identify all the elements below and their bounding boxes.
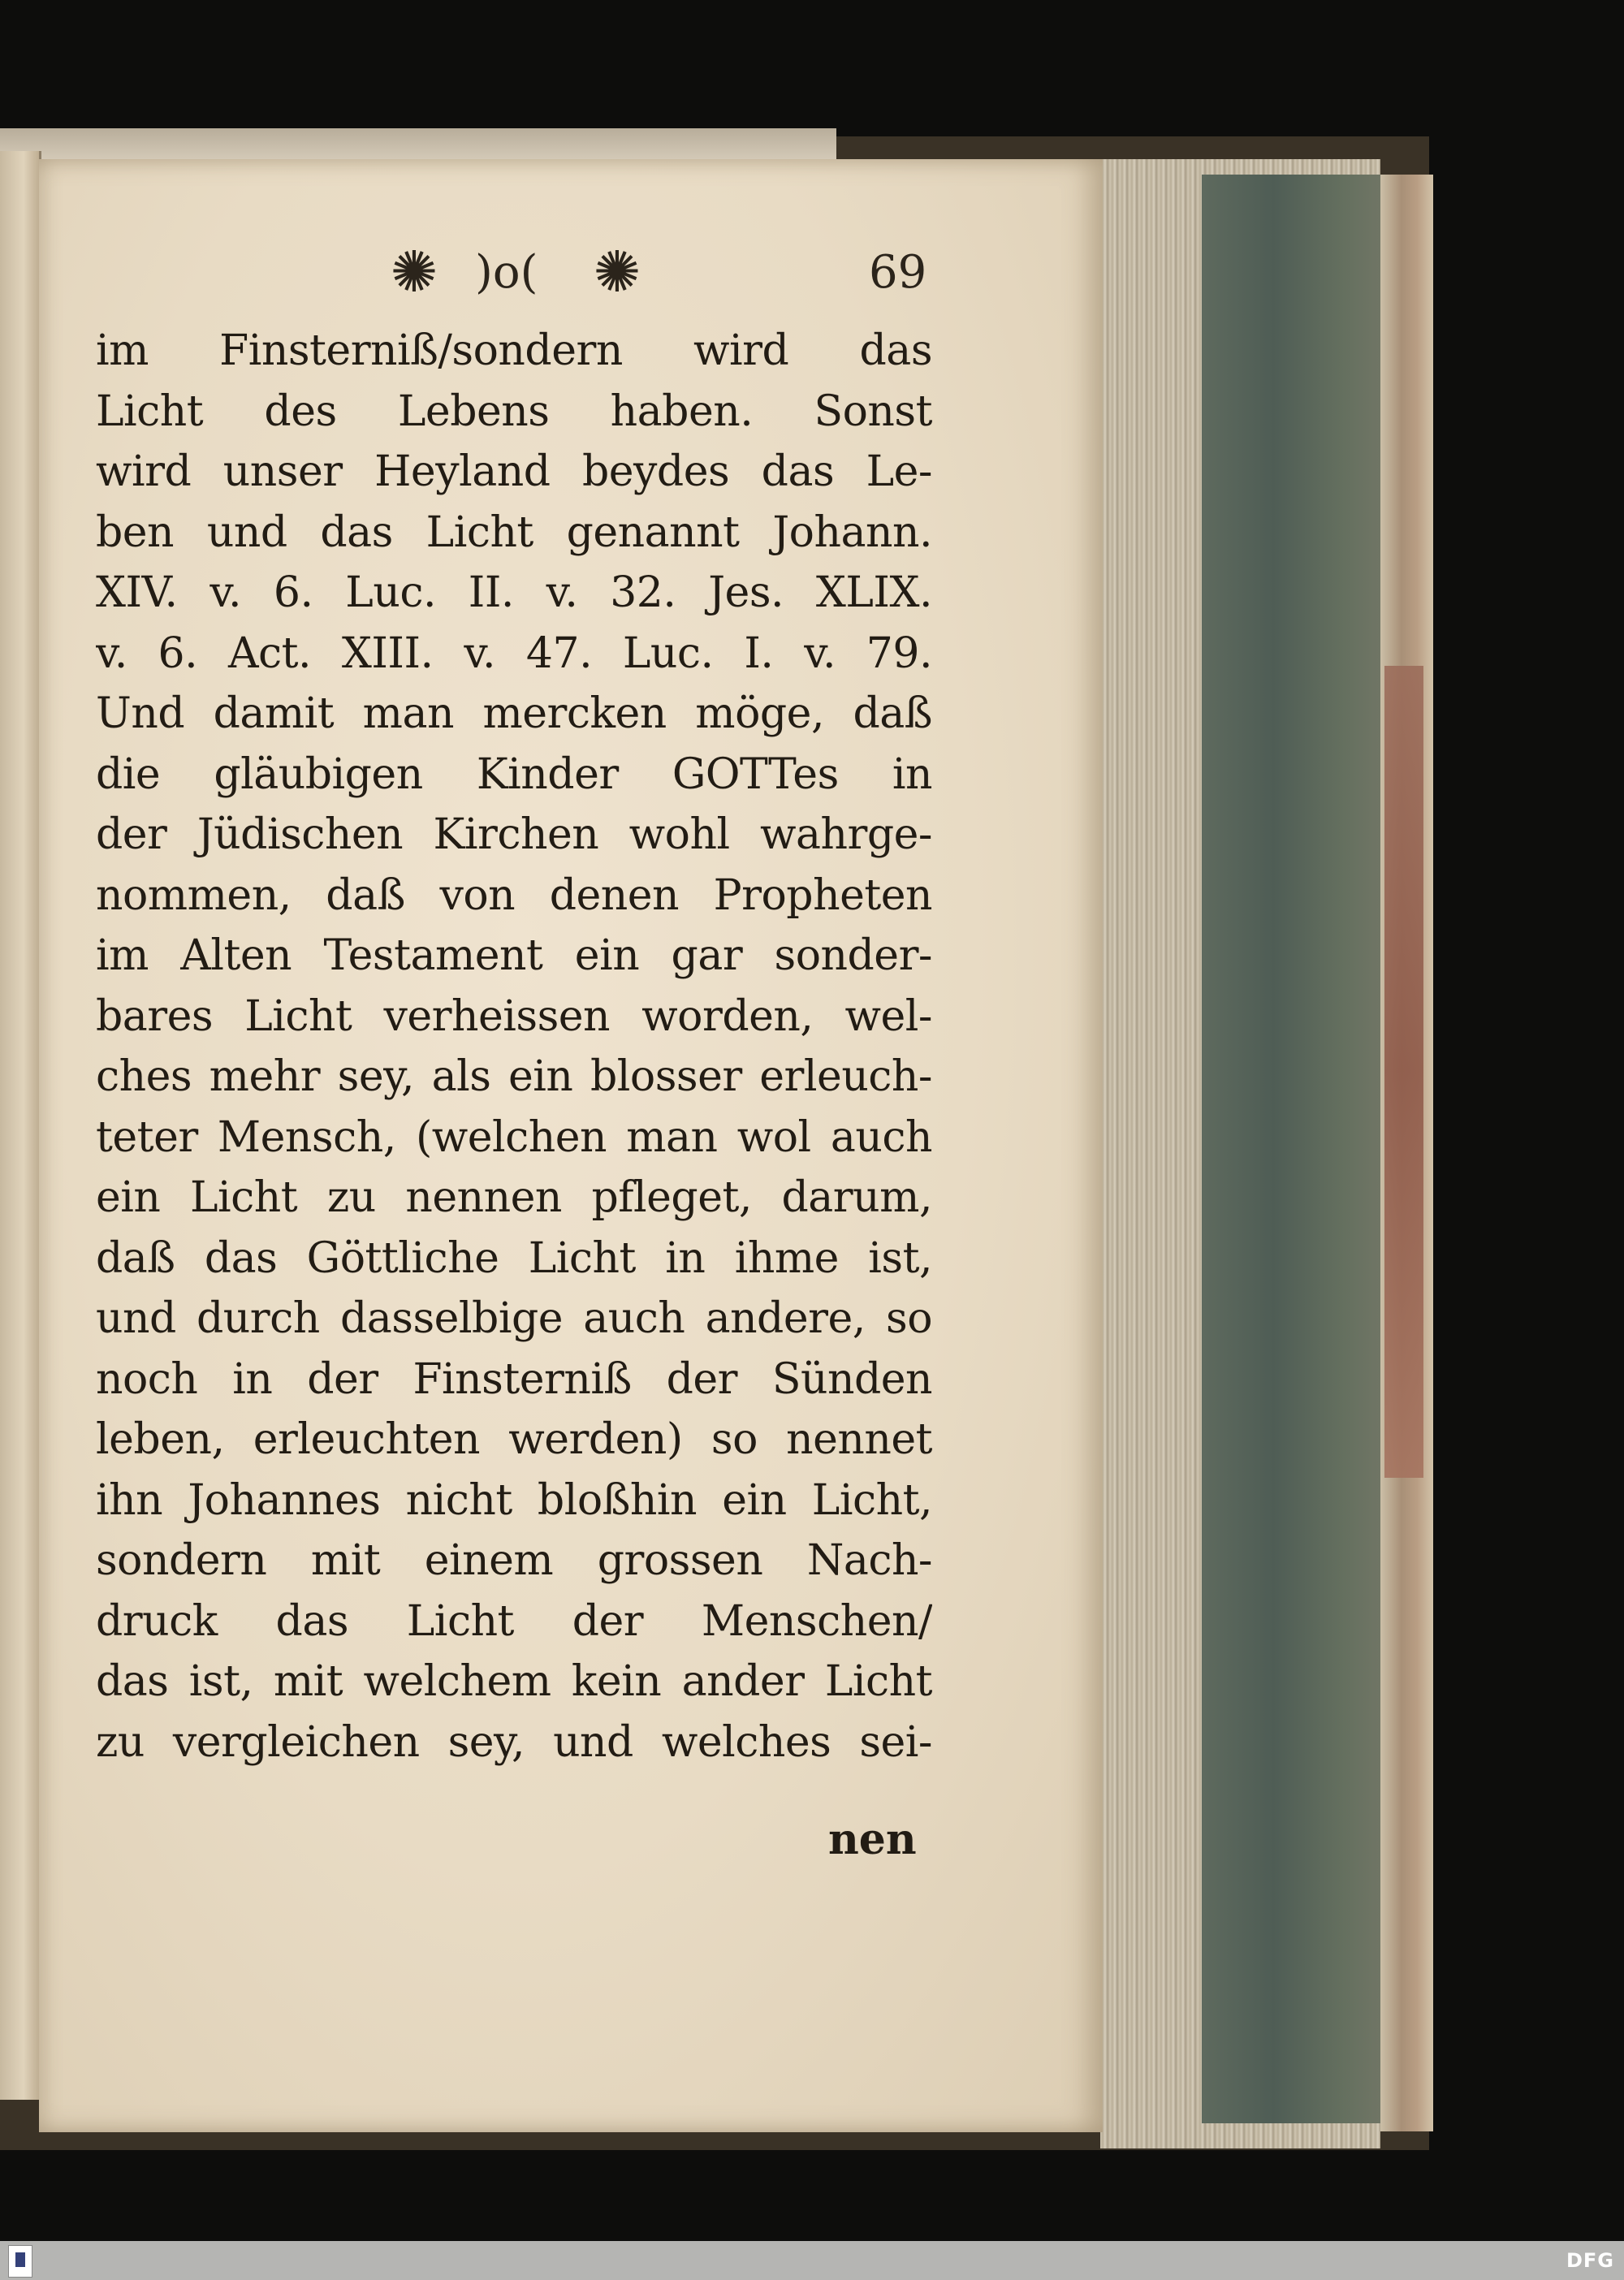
text-line: XIV. v. 6. Luc. II. v. 32. Jes. XLIX. [96, 568, 932, 617]
text-line: im Alten Testament ein gar sonder- [96, 931, 932, 980]
viewer-footer-bar [0, 2241, 1624, 2280]
page-number: 69 [869, 246, 927, 299]
book-cover-top-edge [0, 128, 836, 162]
previous-page-edge [0, 151, 41, 2100]
text-line: ihn Johannes nicht bloßhin ein Licht, [96, 1475, 932, 1525]
text-line: daß das Göttliche Licht in ihme ist, [96, 1233, 932, 1283]
text-line: v. 6. Act. XIII. v. 47. Luc. I. v. 79. [96, 628, 932, 678]
catchword: nen [828, 1815, 917, 1864]
text-line: druck das Licht der Menschen/ [96, 1596, 932, 1646]
book-fore-edge [1202, 175, 1380, 2123]
text-line: im Finsterniß/sondern wird das [96, 326, 932, 375]
header-mark: )o( [475, 246, 538, 299]
library-logo-icon [8, 2245, 32, 2278]
text-line: sondern mit einem grossen Nach- [96, 1536, 932, 1585]
text-line: der Jüdischen Kirchen wohl wahrge- [96, 810, 932, 859]
ornament-left-icon: ✺ [390, 239, 438, 305]
text-line: ein Licht zu nennen pfleget, darum, [96, 1173, 932, 1222]
page-header [382, 240, 950, 313]
text-line: und durch dasselbige auch andere, so [96, 1294, 932, 1343]
text-line: noch in der Finsterniß der Sünden [96, 1354, 932, 1404]
text-line: nommen, daß von denen Propheten [96, 870, 932, 920]
text-line: wird unser Heyland beydes das Le- [96, 447, 932, 496]
text-line: Und damit man mercken möge, daß [96, 689, 932, 738]
text-line: bares Licht verheissen worden, wel- [96, 991, 932, 1041]
dfg-label: DFG [1566, 2249, 1614, 2272]
book-cover-red-patch [1384, 666, 1423, 1478]
text-line: die gläubigen Kinder GOTTes in [96, 749, 932, 799]
text-line: leben, erleuchten werden) so nennet [96, 1415, 932, 1464]
text-line: zu vergleichen sey, und welches sei- [96, 1717, 932, 1767]
body-text [96, 321, 932, 1773]
text-line: das ist, mit welchem kein ander Licht [96, 1657, 932, 1706]
text-line: Licht des Lebens haben. Sonst [96, 386, 932, 436]
ornament-right-icon: ✺ [593, 239, 641, 305]
text-line: ches mehr sey, als ein blosser erleuch- [96, 1052, 932, 1101]
text-line: teter Mensch, (welchen man wol auch [96, 1112, 932, 1162]
text-line: ben und das Licht genannt Johann. [96, 507, 932, 557]
